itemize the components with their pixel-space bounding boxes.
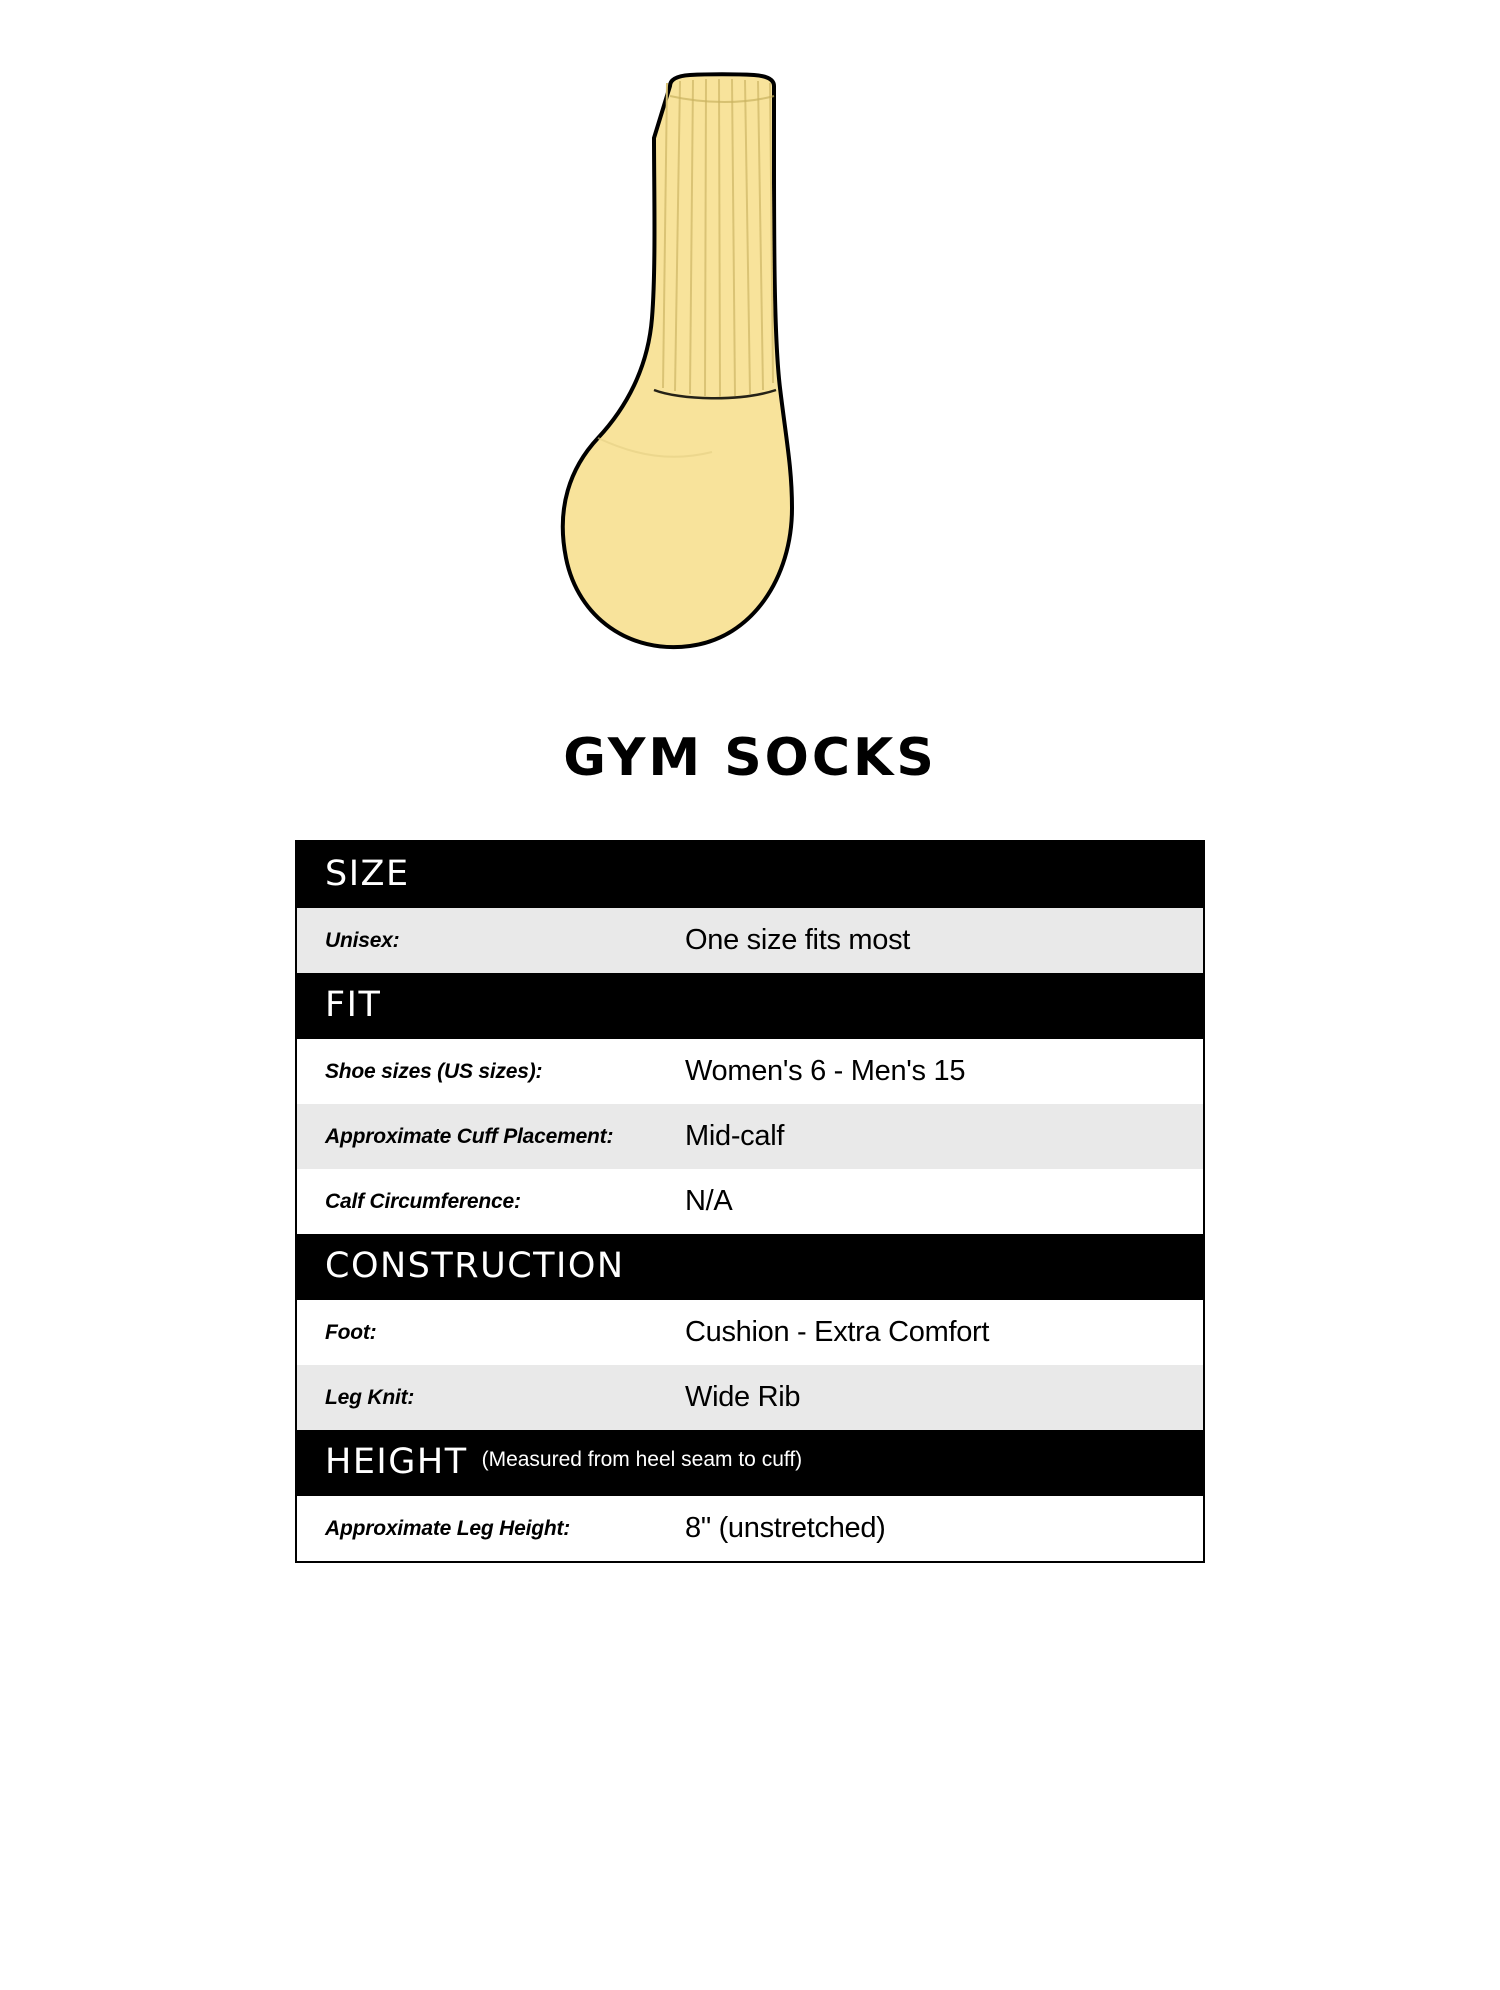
section-header-fit: [296, 973, 1204, 1039]
table-row: [296, 1104, 1204, 1169]
crew-sock-graphic: [540, 38, 960, 688]
section-title-fit: FIT: [325, 985, 382, 1025]
table-row: [296, 1169, 1204, 1234]
page-title: GYM SOCKS: [563, 728, 937, 788]
section-header-construction: [296, 1234, 1204, 1300]
spec-table-body: [296, 841, 1204, 1562]
row-value: Cushion - Extra Comfort: [685, 1316, 990, 1348]
table-row: [296, 908, 1204, 973]
section-header-height: [296, 1430, 1204, 1496]
section-title-construction: CONSTRUCTION: [325, 1246, 625, 1286]
table-row: [296, 1496, 1204, 1562]
row-label: Unisex:: [325, 928, 400, 952]
section-header-size: [296, 841, 1204, 908]
table-row: [296, 1300, 1204, 1365]
row-label: Approximate Leg Height:: [325, 1516, 571, 1540]
row-label: Calf Circumference:: [325, 1189, 521, 1213]
section-note-height: (Measured from heel seam to cuff): [481, 1448, 803, 1472]
section-title-size: SIZE: [325, 854, 410, 894]
row-label: Approximate Cuff Placement:: [325, 1124, 614, 1148]
table-row: [296, 1039, 1204, 1104]
row-value: N/A: [685, 1185, 733, 1217]
row-value: Wide Rib: [685, 1381, 801, 1413]
row-label: Foot:: [325, 1320, 377, 1344]
row-value: One size fits most: [685, 924, 911, 956]
row-value: Women's 6 - Men's 15: [685, 1055, 966, 1087]
row-label: Shoe sizes (US sizes):: [325, 1059, 543, 1083]
sock-illustration: [0, 38, 1500, 688]
row-label: Leg Knit:: [325, 1385, 415, 1409]
row-value: 8" (unstretched): [685, 1512, 886, 1544]
row-value: Mid-calf: [685, 1120, 785, 1152]
section-title-height: HEIGHT: [325, 1442, 468, 1482]
table-row: [296, 1365, 1204, 1430]
size-spec-table: [295, 840, 1205, 1563]
